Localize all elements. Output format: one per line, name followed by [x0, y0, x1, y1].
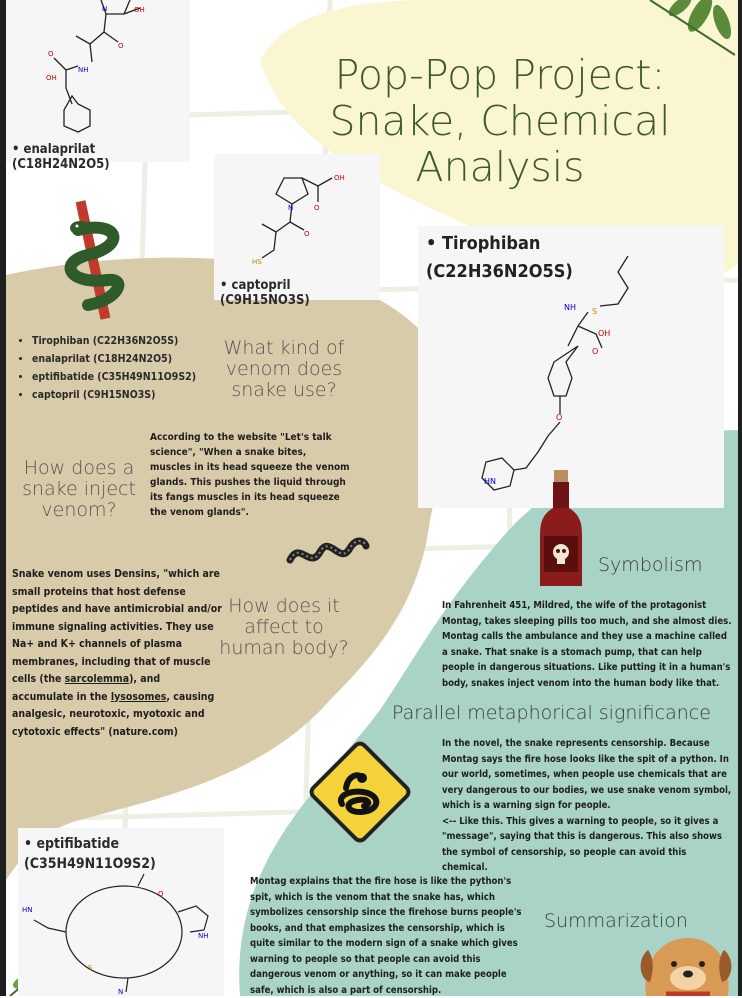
dog-illustration — [636, 930, 736, 996]
captopril-card — [214, 154, 380, 308]
title-line-3: Analysis — [415, 143, 585, 191]
svg-text:O: O — [556, 413, 563, 422]
svg-text:OH: OH — [46, 74, 57, 82]
svg-text:HN: HN — [484, 477, 496, 486]
svg-text:N: N — [118, 988, 124, 996]
question-line: human body? — [219, 637, 349, 659]
snake-sketch-icon — [286, 530, 370, 574]
chemical-list-item: • Tirophiban (C22H36N2O5S) — [32, 332, 196, 350]
svg-text:O: O — [304, 230, 310, 238]
parallel-paragraph — [442, 736, 732, 876]
chemical-list-item: • captopril (C9H15NO3S) — [32, 386, 196, 404]
enalaprilat-structure — [6, 0, 190, 140]
captopril-label: captopril (C9H15NO3S) — [220, 278, 310, 308]
tirophiban-structure — [478, 246, 718, 506]
question-line: venom? — [41, 499, 117, 521]
svg-text:OH: OH — [598, 329, 611, 338]
tirophiban-name: Tirophiban — [442, 233, 541, 254]
summary-paragraph: Montag explains that the fire hose is like the python's spit, which is the venom that the snake has, which symbolizes censorship since the firehose burns people's books, and that emphasizes the censorship, which is quite similar to the modern sign of a snake which gives warning to people so that people can avoid this dangerous venom or anything, so it can make people safe, which is also a part of censorship. — [250, 876, 522, 996]
enalaprilat-card — [6, 0, 190, 172]
venom-text-part: Snake venom uses Densins, "which are small proteins that host defense peptides and have antimicrobial and/or immune signaling activities. They use Na+ and K+ channels of plasma membranes, including that of muscle cells (the — [12, 568, 222, 685]
venom-text-part: , causing analgesic, neurotoxic, myotoxic and cytotoxic effects" (nature.com) — [12, 690, 215, 738]
svg-text:O: O — [48, 50, 54, 58]
enalaprilat-label: enalaprilat (C18H24N2O5) — [12, 142, 110, 172]
svg-text:N: N — [102, 5, 108, 13]
svg-text:O: O — [592, 347, 599, 356]
eptifibatide-name: eptifibatide — [36, 836, 120, 852]
symbolism-paragraph: In Fahrenheit 451, Mildred, the wife of the protagonist Montag, takes sleeping pills too much, and she almost dies. Montag calls the ambulance and they use a machine called a snake. That snake is a stomach pump, that can help people in dangerous situations. Like putting it in a human's body, snakes inject venom into the human body like that. — [442, 600, 732, 689]
parallel-text: In the novel, the snake represents censorship. Because Montag says the fire hose looks like the spit of a python. In our world, sometimes, when people use chemicals that are very dangerous to our bodies, we use snake venom symbol, which is a warning sign for people. — [442, 738, 732, 811]
svg-text:HS: HS — [252, 258, 262, 266]
inject-answer: According to the website "Let's talk science", "When a snake bites, muscles in its head squeeze the venom glands. This pushes the liquid through its fangs muscles in its head squeeze the venom glands". — [150, 432, 350, 518]
question-line: venom does — [225, 358, 343, 380]
tirophiban-formula: (C22H36N2O5S) — [426, 261, 573, 282]
venom-effect-paragraph — [12, 566, 224, 741]
snake-staff-illustration — [58, 200, 138, 320]
eptifibatide-caption — [24, 834, 156, 874]
parallel-heading: Parallel metaphorical significance — [392, 702, 711, 724]
question-inject — [14, 458, 144, 521]
right-frame-edge — [738, 0, 742, 996]
question-human-body — [218, 596, 350, 659]
poison-bottle-icon — [538, 470, 584, 590]
tirophiban-card — [418, 226, 724, 508]
chemical-list-item: • eptifibatide (C35H49N11O9S2) — [32, 368, 196, 386]
enalaprilat-caption: • enalaprilat (C18H24N2O5) — [12, 142, 110, 172]
svg-text:N: N — [288, 204, 294, 212]
question-line: affect to — [244, 616, 324, 638]
summarization-heading: Summarization — [544, 910, 688, 932]
svg-text:NH: NH — [564, 303, 576, 312]
eptifibatide-name-line: • eptifibatide — [24, 836, 120, 852]
chemical-list — [16, 332, 196, 404]
question-venom-kind — [214, 338, 354, 401]
parallel-text-2: <-- Like this. This gives a warning to people, so it gives a "message", saying that this is dangerous. This also shows the symbol of censorship, so people can avoid this chemical. — [442, 815, 723, 873]
snake-warning-sign-icon — [306, 738, 414, 846]
svg-text:NH: NH — [78, 66, 89, 74]
question-line: snake use? — [231, 379, 337, 401]
title-line-2: Snake, Chemical — [329, 97, 671, 145]
lysosomes-link[interactable]: lysosomes — [110, 690, 167, 703]
question-line: How does a — [23, 457, 135, 479]
eptifibatide-card — [18, 828, 224, 996]
question-line: What kind of — [223, 337, 345, 359]
venom-text-part: ), and accumulate in the — [12, 673, 161, 703]
svg-text:O: O — [314, 204, 320, 212]
svg-text:OH: OH — [334, 174, 345, 182]
tirophiban-name-line: • Tirophiban — [426, 233, 541, 254]
question-line: snake inject — [22, 478, 136, 500]
svg-text:NH: NH — [198, 932, 209, 940]
svg-text:HN: HN — [22, 906, 33, 914]
eptifibatide-formula: (C35H49N11O9S2) — [24, 856, 156, 872]
svg-text:OH: OH — [134, 6, 145, 14]
eptifibatide-structure — [18, 872, 224, 996]
svg-text:S: S — [592, 307, 598, 316]
svg-text:O: O — [158, 890, 164, 898]
svg-text:O: O — [118, 42, 124, 50]
title-line-1: Pop-Pop Project: — [334, 51, 666, 99]
captopril-caption: • captopril (C9H15NO3S) — [220, 278, 310, 308]
svg-text:S: S — [88, 964, 93, 972]
symbolism-heading: Symbolism — [598, 554, 703, 576]
sarcolemma-link[interactable]: sarcolemma — [64, 673, 130, 685]
captopril-structure — [214, 154, 380, 274]
chemical-list-item: • enalaprilat (C18H24N2O5) — [32, 350, 196, 368]
question-line: How does it — [228, 595, 340, 617]
